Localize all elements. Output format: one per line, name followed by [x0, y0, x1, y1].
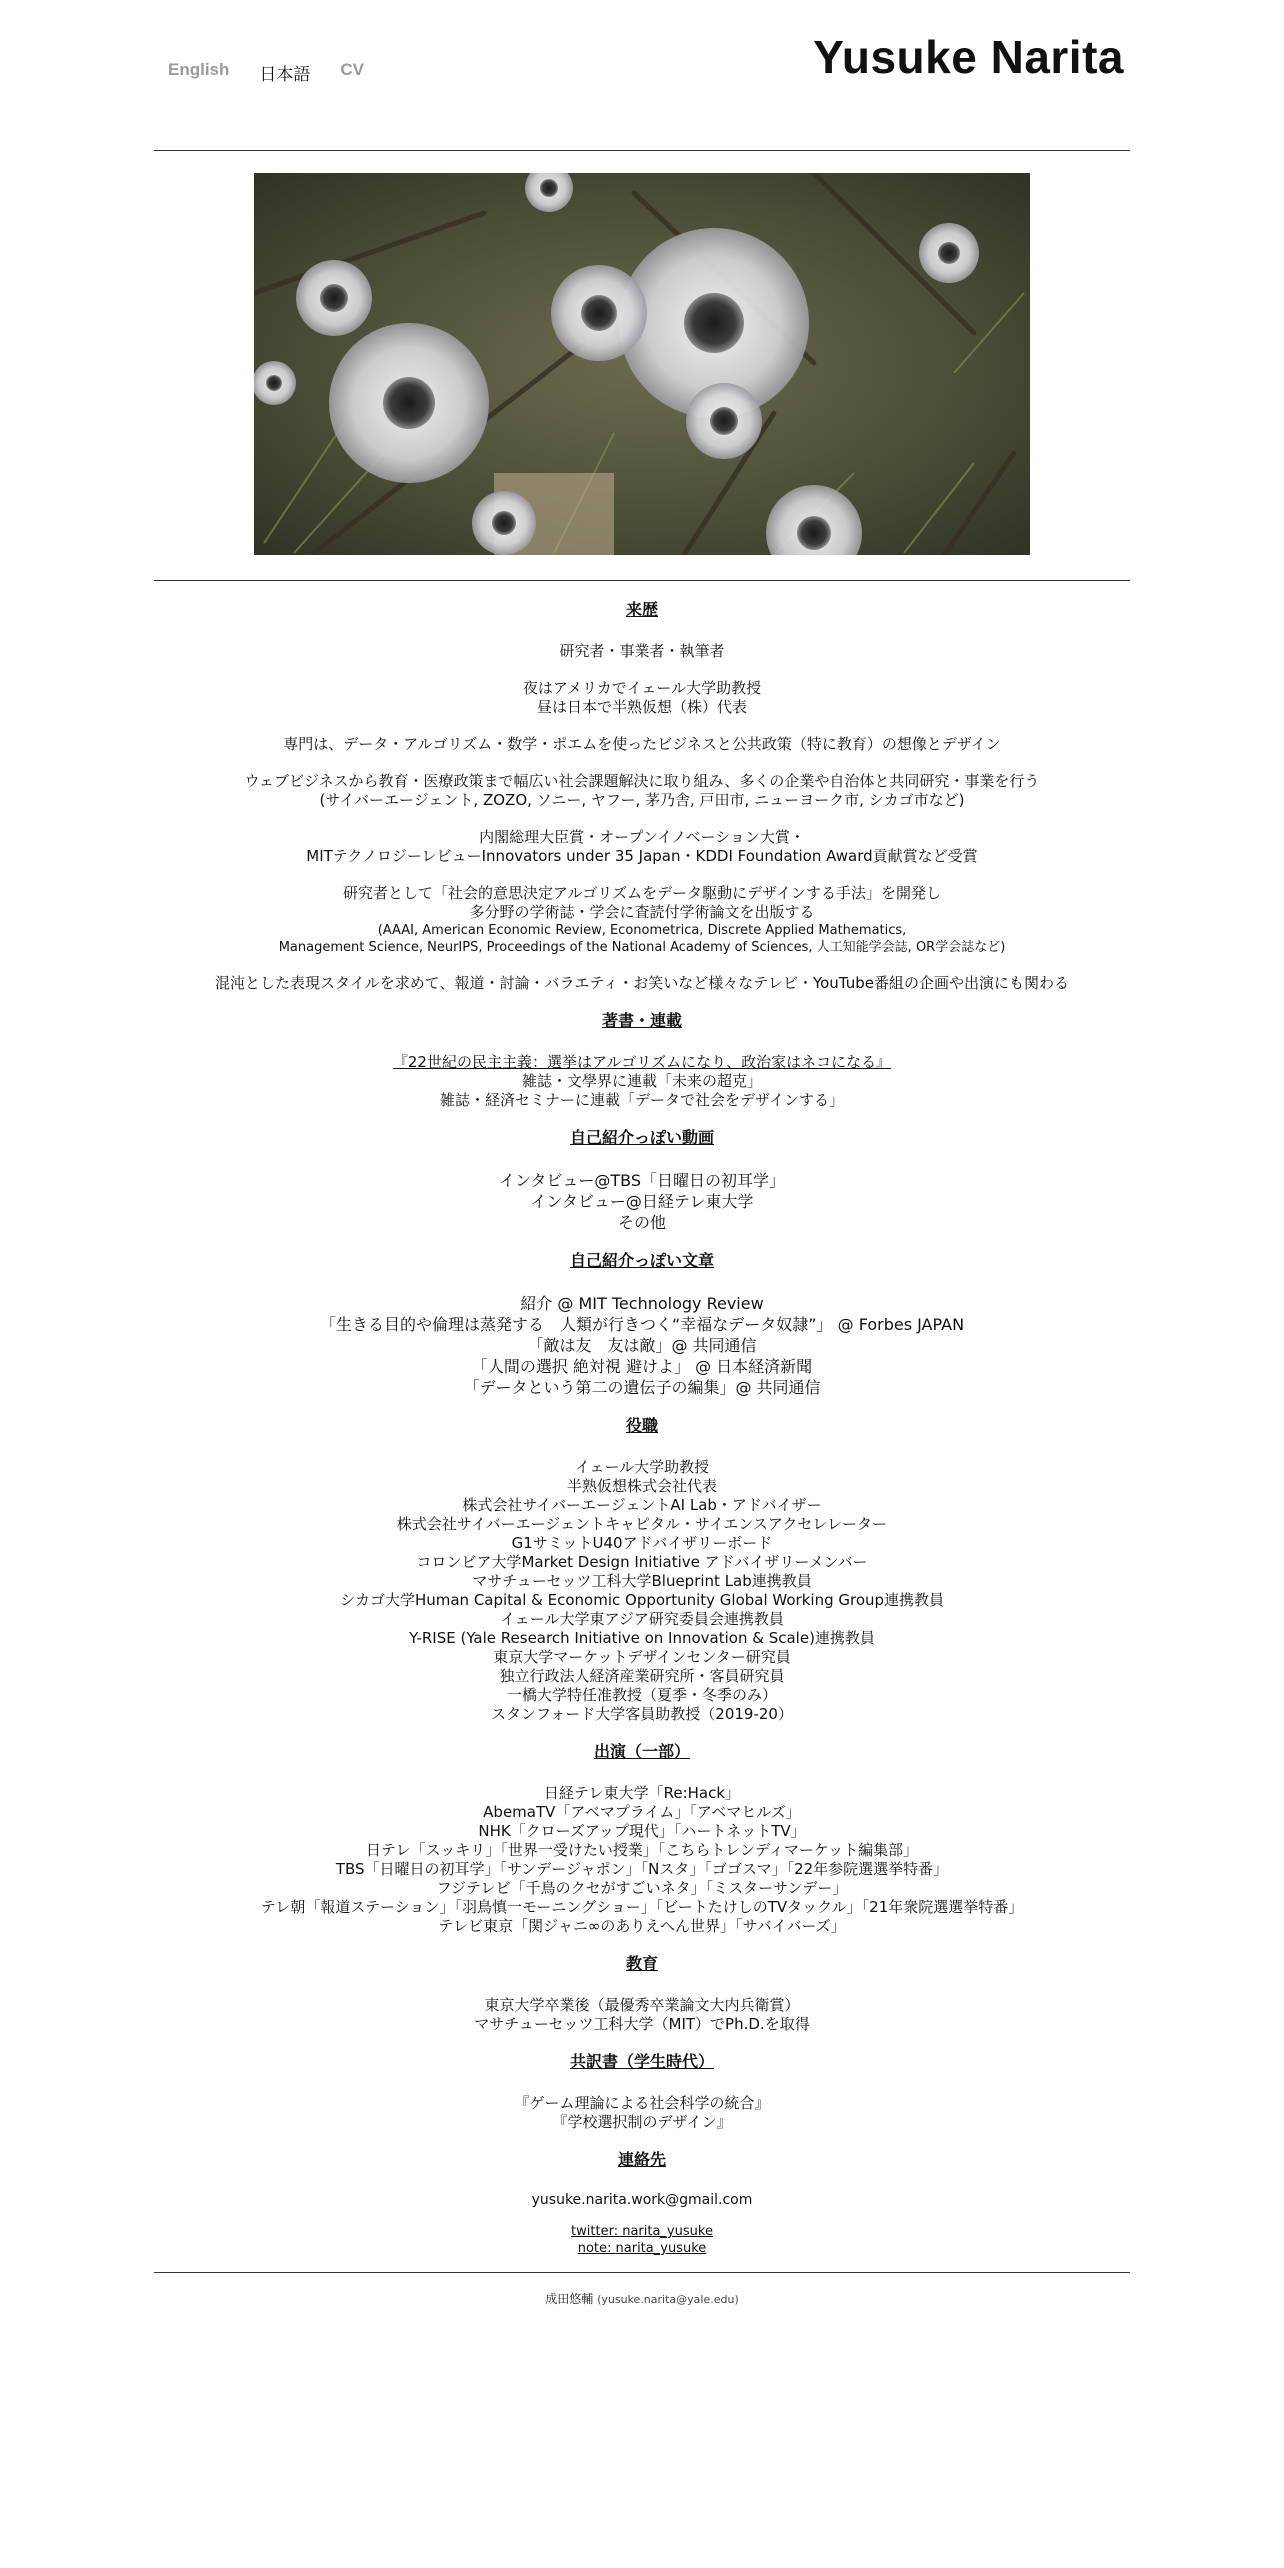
header-divider: [154, 150, 1130, 151]
hero-divider: [154, 580, 1130, 581]
bio-block-4: [154, 772, 1130, 810]
role-item: 東京大学マーケットデザインセンター研究員: [493, 1648, 791, 1666]
article-link[interactable]: 「人間の選択 絶対視 避けよ」 @ 日本経済新聞: [471, 1357, 813, 1376]
role-item: イェール大学助教授: [574, 1458, 710, 1476]
media-item: テレ朝「報道ステーション」「羽鳥慎一モーニングショー」「ビートたけしのTVタックル」「21年衆院選選挙特番」: [260, 1898, 1024, 1916]
bio-text: ウェブビジネスから教育・医療政策まで幅広い社会課題解決に取り組み、多くの企業や自治体と共同研究・事業を行う: [244, 772, 1040, 790]
education-item: マサチューセッツ工科大学（MIT）でPh.D.を取得: [474, 2015, 810, 2033]
section-title-articles: 自己紹介っぽい文章: [569, 1251, 714, 1270]
bio-block-7: [154, 974, 1130, 993]
section-title-bio: 来歴: [625, 600, 658, 619]
translation-item: 『ゲーム理論による社会科学の統合』: [514, 2094, 770, 2112]
bio-block-6: [154, 884, 1130, 956]
bio-text: 内閣総理大臣賞・オープンイノベーション大賞・: [479, 828, 805, 846]
footer-email: (yusuke.narita@yale.edu): [597, 2293, 739, 2306]
hero-image: [254, 173, 1030, 555]
role-item: 半熟仮想株式会社代表: [566, 1477, 717, 1495]
bio-text: 研究者・事業者・執筆者: [559, 642, 725, 660]
roles-block: [154, 1458, 1130, 1724]
bio-block-1: [154, 642, 1130, 661]
main-content: [154, 600, 1130, 2275]
flower-photo-icon: [254, 173, 1030, 555]
bio-block-3: [154, 735, 1130, 754]
media-item: TBS「日曜日の初耳学」「サンデージャポン」「Nスタ」「ゴゴスマ」「22年参院選選挙特番」: [335, 1860, 949, 1878]
media-item: 日経テレ東大学「Re:Hack」: [543, 1784, 741, 1802]
articles-block: [154, 1293, 1130, 1398]
bio-text: MITテクノロジーレビューInnovators under 35 Japan・KDDI Foundation Award貢献賞など受賞: [306, 847, 978, 865]
bio-text: Management Science, NeurIPS, Proceedings of the National Academy of Sciences, 人工知能学会誌, OR学会誌など): [278, 940, 1006, 955]
bio-block-2: [154, 679, 1130, 717]
bio-text: 専門は、データ・アルゴリズム・数学・ポエムを使ったビジネスと公共政策（特に教育）の想像とデザイン: [283, 735, 1001, 753]
role-item: Y-RISE (Yale Research Initiative on Innovation & Scale)連携教員: [409, 1629, 875, 1647]
bio-block-5: [154, 828, 1130, 866]
bio-text: 昼は日本で半熟仮想（株）代表: [536, 698, 747, 716]
bio-text: (サイバーエージェント, ZOZO, ソニー, ヤフー, 茅乃舎, 戸田市, ニューヨーク市, シカゴ市など): [319, 791, 965, 809]
role-item: シカゴ大学Human Capital & Economic Opportunity Global Working Group連携教員: [339, 1591, 945, 1609]
education-block: [154, 1996, 1130, 2034]
article-link[interactable]: 「データという第二の遺伝子の編集」@ 共同通信: [463, 1378, 821, 1397]
section-title-books: 著書・連載: [601, 1011, 682, 1030]
translation-item: 『学校選択制のデザイン』: [552, 2113, 732, 2131]
bio-text: (AAAI, American Economic Review, Econometrica, Discrete Applied Mathematics,: [377, 923, 907, 938]
bio-text: 混沌とした表現スタイルを求めて、報道・討論・バラエティ・お笑いなど様々なテレビ・YouTube番組の企画や出演にも関わる: [215, 974, 1069, 992]
video-link[interactable]: インタビュー@日経テレ東大学: [530, 1192, 754, 1211]
note-link[interactable]: note: narita_yusuke: [577, 2241, 707, 2256]
nav-japanese[interactable]: 日本語: [259, 65, 311, 84]
article-link[interactable]: 紹介 @ MIT Technology Review: [520, 1294, 764, 1313]
bio-text: 多分野の学術誌・学会に査読付学術論文を出版する: [469, 903, 815, 921]
video-link[interactable]: その他: [617, 1213, 666, 1232]
role-item: 株式会社サイバーエージェントAI Lab・アドバイザー: [462, 1496, 822, 1514]
media-item: フジテレビ「千鳥のクセがすごいネタ」「ミスターサンデー」: [436, 1879, 848, 1897]
education-item: 東京大学卒業後（最優秀卒業論文大内兵衛賞）: [484, 1996, 800, 2014]
article-link[interactable]: 「生きる目的や倫理は蒸発する 人類が行きつく“幸福なデータ奴隷”」 @ Forbes JAPAN: [319, 1315, 965, 1334]
role-item: 一橋大学特任准教授（夏季・冬季のみ）: [506, 1686, 777, 1704]
books-block: [154, 1053, 1130, 1110]
serial-item: 雑誌・文學界に連載「未来の超克」: [521, 1072, 762, 1090]
footer: [154, 2290, 1130, 2307]
nav-english[interactable]: English: [168, 60, 230, 79]
contact-email[interactable]: yusuke.narita.work@gmail.com: [531, 2192, 753, 2208]
translations-block: [154, 2094, 1130, 2132]
section-title-media: 出演（一部）: [593, 1742, 690, 1761]
contact-block: [154, 2192, 1130, 2257]
article-link[interactable]: 「敵は友 友は敵」@ 共同通信: [527, 1336, 757, 1355]
book-link[interactable]: 『22世紀の民主主義：選挙はアルゴリズムになり、政治家はネコになる』: [392, 1053, 892, 1071]
section-title-videos: 自己紹介っぽい動画: [569, 1128, 714, 1147]
serial-item: 雑誌・経済セミナーに連載「データで社会をデザインする」: [440, 1091, 844, 1109]
role-item: イェール大学東アジア研究委員会連携教員: [500, 1610, 784, 1628]
bio-text: 夜はアメリカでイェール大学助教授: [522, 679, 762, 697]
section-title-contact: 連絡先: [617, 2150, 666, 2169]
site-title[interactable]: Yusuke Narita: [813, 31, 1124, 83]
video-link[interactable]: インタビュー@TBS「日曜日の初耳学」: [499, 1171, 785, 1190]
twitter-link[interactable]: twitter: narita_yusuke: [571, 2224, 713, 2239]
role-item: スタンフォード大学客員助教授（2019-20）: [491, 1705, 793, 1723]
footer-divider: [154, 2272, 1130, 2273]
role-item: マサチューセッツ工科大学Blueprint Lab連携教員: [472, 1572, 812, 1590]
section-title-roles: 役職: [625, 1416, 658, 1435]
role-item: コロンビア大学Market Design Initiative アドバイザリーメンバー: [416, 1553, 868, 1571]
bio-text: 研究者として「社会的意思決定アルゴリズムをデータ駆動にデザインする手法」を開発し: [342, 884, 942, 902]
role-item: 株式会社サイバーエージェントキャピタル・サイエンスアクセレレーター: [396, 1515, 888, 1533]
role-item: 独立行政法人経済産業研究所・客員研究員: [499, 1667, 785, 1685]
videos-block: [154, 1170, 1130, 1233]
media-item: NHK「クローズアップ現代」「ハートネットTV」: [478, 1822, 806, 1840]
media-item: 日テレ「スッキリ」「世界一受けたい授業」「こちらトレンディマーケット編集部」: [365, 1841, 919, 1859]
section-title-education: 教育: [625, 1954, 658, 1973]
media-item: テレビ東京「関ジャニ∞のありえへん世界」「サバイバーズ」: [438, 1917, 846, 1935]
media-item: AbemaTV「アベマプライム」「アベマヒルズ」: [483, 1803, 801, 1821]
role-item: G1サミットU40アドバイザリーボード: [511, 1534, 773, 1552]
section-title-translations: 共訳書（学生時代）: [569, 2052, 714, 2071]
media-block: [154, 1784, 1130, 1936]
nav-cv[interactable]: CV: [340, 60, 365, 79]
footer-name: 成田悠輔: [545, 2292, 594, 2306]
language-nav: [168, 60, 364, 85]
